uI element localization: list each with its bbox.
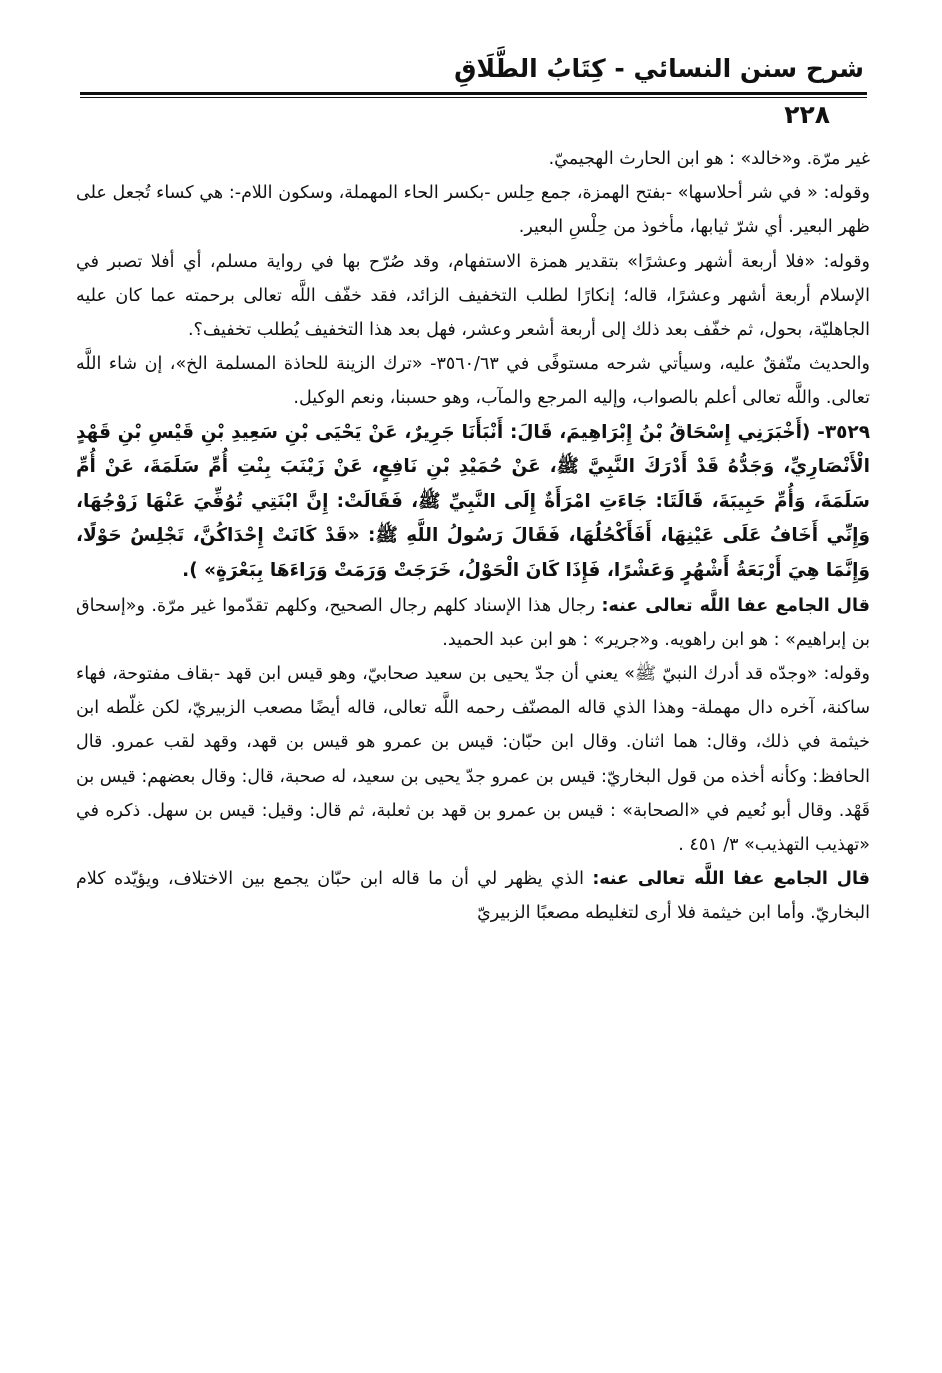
paragraph: وقوله: « في شر أحلاسها» -بفتح الهمزة، جمع حِلس -بكسر الحاء المهملة، وسكون اللام-: هي كساء تُجعل على ظهر البعير. أي شرّ ثيابها، مأخوذ من حِلْسِ البعير. [76, 183, 870, 238]
compiler-remark-text: رجال هذا الإسناد كلهم رجال الصحيح، وكلهم تقدّموا غير مرّة. و«إسحاق بن إبراهيم» : هو ابن راهويه. و«جرير» : هو ابن عبد الحميد. [76, 595, 870, 650]
page-number: ٢٢٨ [784, 100, 830, 129]
running-header-title: شرح سنن النسائي - كِتَابُ الطَّلَاقِ [454, 54, 864, 83]
paragraph: وقوله: «فلا أربعة أشهر وعشرًا» بتقدير همزة الاستفهام، وقد صُرّح بها في رواية مسلم، أي أفلا تصبر في الإسلام أربعة أشهر وعشرًا، قاله؛ إنكارًا لطلب التخفيف الزائد، فقد خفّف اللَّه تعالى برحمته عما كان عليه الجاهليّة، بحول، ثم خفّف بعد ذلك إلى أربعة أشعر وعشر، فهل بعد هذا التخفيف يُطلب تخفيف؟. [76, 251, 870, 341]
commentary-paragraph [76, 589, 870, 657]
page-body [76, 142, 870, 931]
compiler-remark-lead: قال الجامع عفا اللَّه تعالى عنه: [601, 595, 871, 616]
compiler-remark-lead: قال الجامع عفا اللَّه تعالى عنه: [592, 869, 870, 890]
paragraph: غير مرّة. و«خالد» : هو ابن الحارث الهجيميّ. [548, 149, 870, 169]
paragraph: والحديث متّفقٌ عليه، وسيأتي شرحه مستوفًى في ٣٥٦٠/٦٣- «ترك الزينة للحاذة المسلمة الخ»، إن شاء اللَّه تعالى. واللَّه تعالى أعلم بالصواب، وإليه المرجع والمآب، وهو حسبنا، ونعم الوكيل. [76, 354, 870, 409]
paragraph: وقوله: «وجدّه قد أدرك النبيّ ﷺ» يعني أن جدّ يحيى بن سعيد صحابيّ، وهو قيس ابن قهد -بقاف مفتوحة، فهاء ساكنة، آخره دال مهملة- وهذا الذي قاله المصنّف رحمه اللَّه تعالى، قاله أيضًا مصعب الزبيريّ، لكن غلّطه ابن خيثمة في ذلك، وقال: هما اثنان. وقال ابن حبّان: قيس بن عمرو هو قيس بن قهد، وقهد لقب عمرو. قال الحافظ: وكأنه أخذه من قول البخاريّ: قيس بن عمرو جدّ يحيى بن سعيد، له صحبة، قال: وقال بعضهم: قيس بن قَهْد. وقال أبو نُعيم في «الصحابة» : قيس بن عمرو بن قهد بن ثعلبة، ثم قال: وقيل: قيس بن سهل. ذكره في «تهذيب التهذيب» ٣/ ٤٥١ . [76, 664, 870, 856]
commentary-paragraph [76, 862, 870, 930]
compiler-remark-text: الذي يظهر لي أن ما قاله ابن حبّان يجمع بين الاختلاف، ويؤيّده كلام البخاريّ. وأما ابن خيثمة فلا أرى لتغليطه مصعبًا الزبيريّ [76, 869, 870, 924]
hadith-text: ٣٥٢٩- (أَخْبَرَنِي إِسْحَاقُ بْنُ إِبْرَاهِيمَ، قَالَ: أَنْبَأَنَا جَرِيرٌ، عَنْ يَحْيَى بْنِ سَعِيدِ بْنِ قَيْسِ بْنِ قَهْدٍ الْأَنْصَارِيِّ، وَجَدُّهُ قَدْ أَدْرَكَ النَّبِيَّ ﷺ، عَنْ حُمَيْدِ بْنِ نَافِعٍ، عَنْ زَيْنَبَ بِنْتِ أُمِّ سَلَمَةَ، عَنْ أُمِّ سَلَمَةَ، وَأُمِّ حَبِيبَةَ، قَالَتَا: جَاءَتِ امْرَأَةٌ إِلَى النَّبِيِّ ﷺ، فَقَالَتْ: إِنَّ ابْنَتِي تُوُفِّيَ عَنْهَا زَوْجُهَا، وَإِنِّي أَخَافُ عَلَى عَيْنِهَا، أَفَأَكْحُلُهَا، فَقَالَ رَسُولُ اللَّهِ ﷺ: «قَدْ كَانَتْ إِحْدَاكُنَّ، تَجْلِسُ حَوْلًا، وَإِنَّمَا هِيَ أَرْبَعَةُ أَشْهُرٍ وَعَشْرًا، فَإِذَا كَانَ الْحَوْلُ، خَرَجَتْ وَرَمَتْ وَرَاءَهَا بِبَعْرَةٍ» ). [76, 421, 870, 581]
